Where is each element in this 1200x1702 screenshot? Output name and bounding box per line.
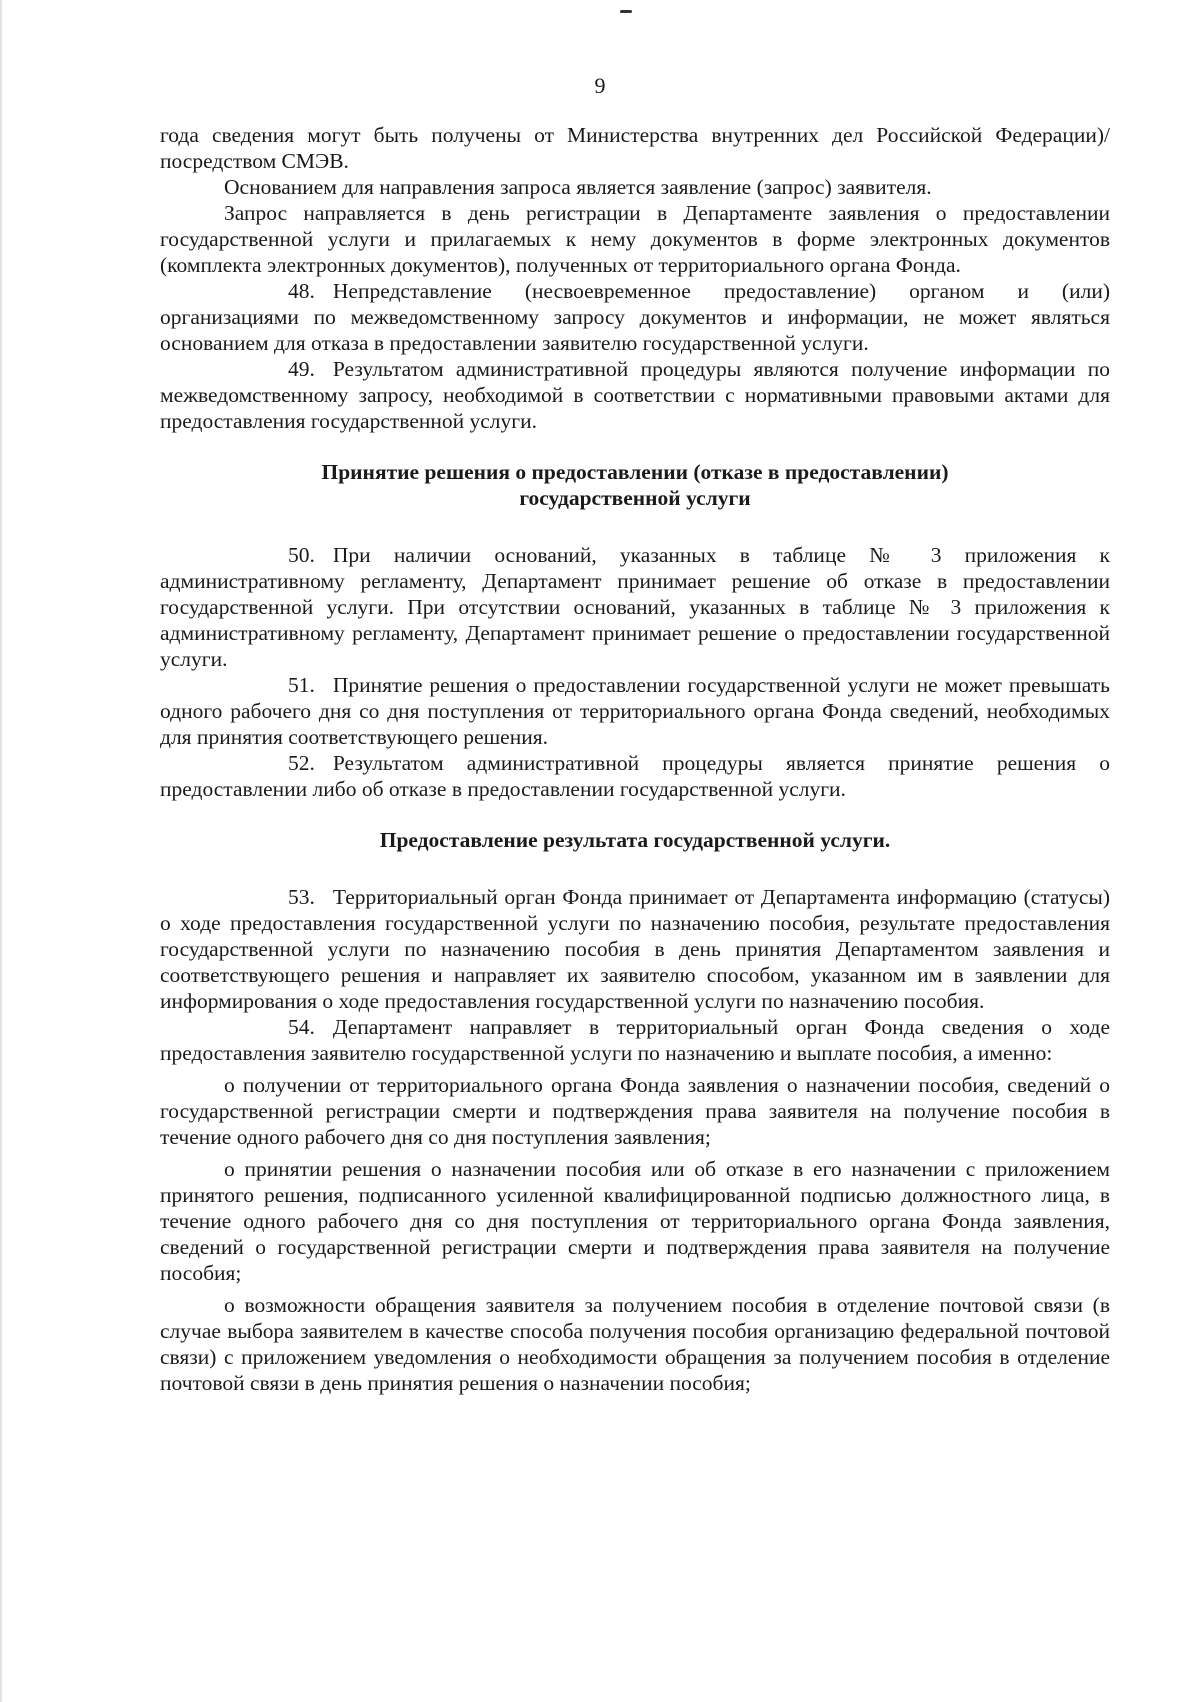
paragraph-text: Результатом административной процедуры являются получение информации по межведомственному запросу, необходимой в соответствии с нормативными правовыми актами для предоставления государственной услуги. — [160, 357, 1110, 433]
numbered-paragraph — [160, 750, 1110, 802]
paragraph — [160, 174, 1110, 200]
numbered-paragraph — [160, 1014, 1110, 1066]
paragraph-text: При наличии оснований, указанных в таблице № 3 приложения к административному регламенту, Департамент принимает решение об отказе в предоставлении государственной услуги. При отсутствии оснований, указанных в таблице № 3 приложения к административному регламенту, Департамент принимает решение о предоставлении государственной услуги. — [160, 543, 1110, 671]
paragraph-text: Результатом административной процедуры является принятие решения о предоставлении либо об отказе в предоставлении государственной услуги. — [160, 751, 1110, 801]
paragraph-text: года сведения могут быть получены от Министерства внутренних дел Российской Федерации)/посредством СМЭВ. — [160, 123, 1110, 173]
paragraph-number: 51. — [288, 673, 315, 697]
section-heading: Принятие решения о предоставлении (отказе в предоставлении) — [321, 460, 949, 484]
paragraph-text: о принятии решения о назначении пособия или об отказе в его назначении с приложением принятого решения, подписанного усиленной квалифицированной подписью должностного лица, в течение одного рабочего дня со дня поступления от территориального органа Фонда заявления, сведений о государственной регистрации смерти и подтверждения права заявителя на получение пособия; — [160, 1157, 1110, 1285]
paragraph-text: Запрос направляется в день регистрации в Департаменте заявления о предоставлении государственной услуги и прилагаемых к нему документов в форме электронных документов (комплекта электронных документов), полученных от территориального органа Фонда. — [160, 201, 1110, 277]
paragraph-number: 54. — [288, 1015, 315, 1039]
paragraph-number: 50. — [288, 543, 315, 567]
paragraph-text: Территориальный орган Фонда принимает от Департамента информацию (статусы) о ходе предоставления государственной услуги по назначению пособия, результате предоставления государственной услуги по назначению пособия в день принятия Департаментом заявления и соответствующего решения и направляет их заявителю способом, указанном им в заявлении для информирования о ходе предоставления государственной услуги по назначению пособия. — [160, 885, 1110, 1013]
paragraph-text: Непредставление (несвоевременное предоставление) органом и (или) организациями по межведомственному запросу документов и информации, не может являться основанием для отказа в предоставлении заявителю государственной услуги. — [160, 279, 1110, 355]
scan-mark — [620, 10, 632, 13]
paragraph-text: о возможности обращения заявителя за получением пособия в отделение почтовой связи (в случае выбора заявителем в качестве способа получения пособия организацию федеральной почтовой связи) с приложением уведомления о необходимости обращения за получением пособия в отделение почтовой связи в день принятия решения о назначении пособия; — [160, 1293, 1110, 1395]
paragraph-number: 52. — [288, 751, 315, 775]
section-heading: государственной услуги — [519, 486, 751, 510]
paragraph-text: Основанием для направления запроса является заявление (запрос) заявителя. — [224, 175, 932, 199]
numbered-paragraph — [160, 356, 1110, 434]
paragraph — [160, 1072, 1110, 1150]
paragraph-number: 49. — [288, 357, 315, 381]
numbered-paragraph — [160, 672, 1110, 750]
scan-edge-shadow — [0, 0, 3, 1702]
paragraph-number: 53. — [288, 885, 315, 909]
paragraph-text: о получении от территориального органа Фонда заявления о назначении пособия, сведений о государственной регистрации смерти и подтверждения права заявителя на получение пособия в течение одного рабочего дня со дня поступления заявления; — [160, 1073, 1110, 1149]
document-body — [160, 122, 1110, 1396]
page-number: 9 — [594, 73, 606, 98]
paragraph — [160, 122, 1110, 174]
paragraph — [160, 1292, 1110, 1396]
paragraph — [160, 200, 1110, 278]
paragraph-text: Принятие решения о предоставлении государственной услуги не может превышать одного рабочего дня со дня поступления от территориального органа Фонда сведений, необходимых для принятия соответствующего решения. — [160, 673, 1110, 749]
numbered-paragraph — [160, 278, 1110, 356]
numbered-paragraph — [160, 542, 1110, 672]
paragraph-number: 48. — [288, 279, 315, 303]
paragraph-text: Департамент направляет в территориальный орган Фонда сведения о ходе предоставления заявителю государственной услуги по назначению и выплате пособия, а именно: — [160, 1015, 1110, 1065]
numbered-paragraph — [160, 884, 1110, 1014]
paragraph — [160, 1156, 1110, 1286]
section-heading: Предоставление результата государственной услуги. — [379, 828, 891, 852]
